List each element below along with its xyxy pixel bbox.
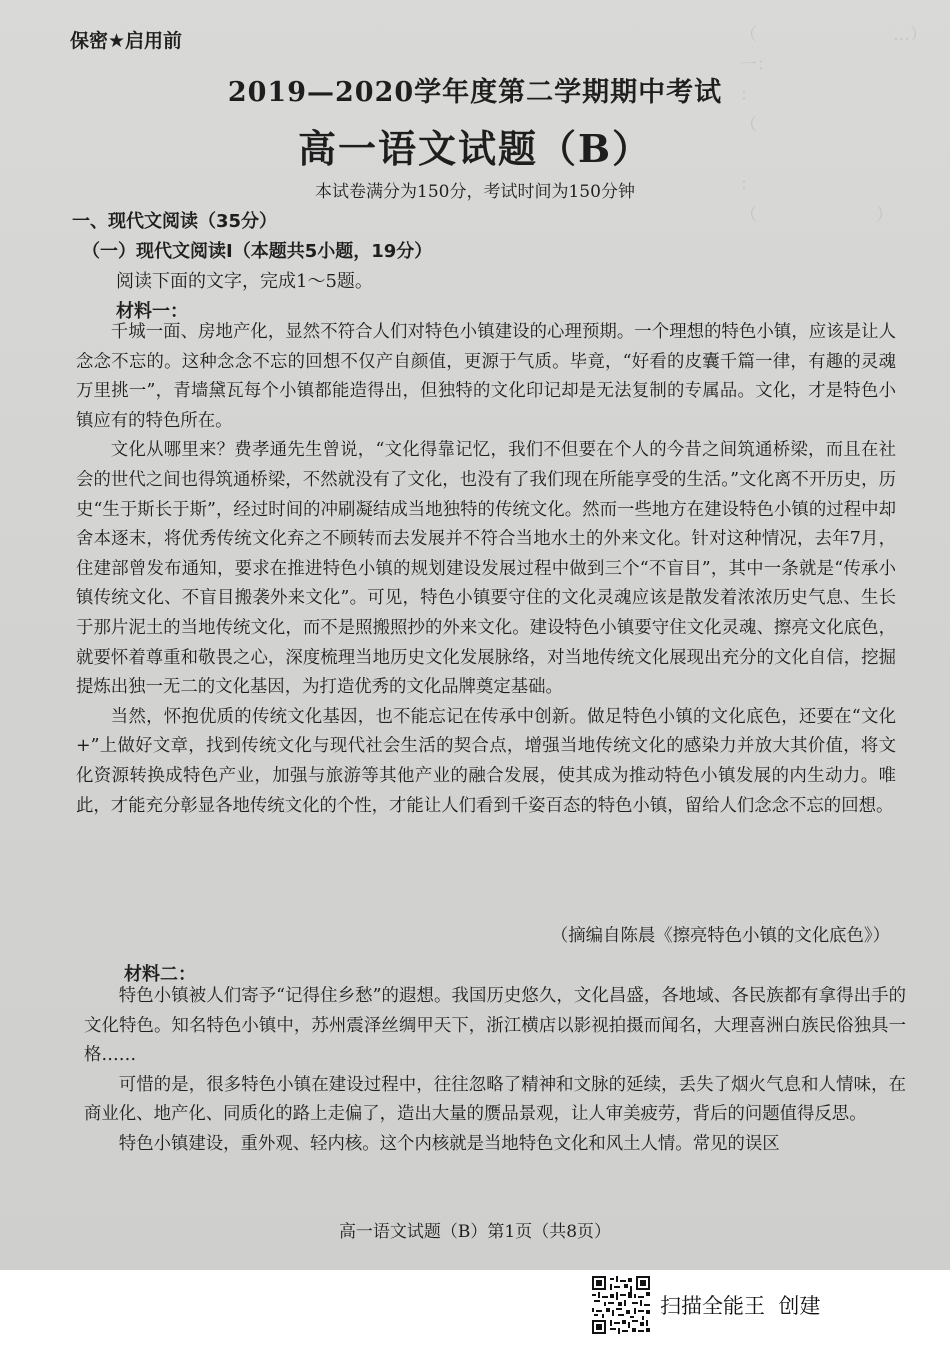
subsection-title: （一）现代文阅读Ⅰ（本题共5小题，19分） <box>82 241 433 262</box>
paper-title: 高一语文试题（B） <box>297 126 653 171</box>
paragraph: 特色小镇被人们寄予“记得住乡愁”的遐想。我国历史悠久，文化昌盛，各地域、各民族都有拿得出手的文化特色。知名特色小镇中，苏州震泽丝绸甲天下，浙江横店以影视拍摄而闻名，大理喜洲白族民俗独具一格…… <box>84 986 906 1066</box>
scanner-watermark <box>592 1275 820 1335</box>
material-one-source: （摘编自陈晨《擦亮特色小镇的文化底色》） <box>550 926 890 946</box>
material-two-heading: 材料二： <box>124 964 196 985</box>
paragraph: 可惜的是，很多特色小镇在建设过程中，往往忽略了精神和文脉的延续，丢失了烟火气息和人情味，在商业化、地产化、同质化的路上走偏了，造出大量的赝品景观，让人审美疲劳，背后的问题值得反思。 <box>84 1074 906 1125</box>
qr-code-icon <box>592 1276 650 1334</box>
confidential-mark: 保密★启用前 <box>70 30 183 52</box>
page-footer: 高一语文试题（B）第1页（共8页） <box>338 1222 612 1242</box>
material-one-heading: 材料一： <box>116 301 188 322</box>
material-one-text <box>76 318 896 821</box>
bleed-through-text: （ …） 一： ： （ ： （ ） <box>740 25 927 225</box>
reading-instruction: 阅读下面的文字，完成1～5题。 <box>116 271 373 292</box>
scanner-label: 扫描全能王 创建 <box>660 1294 821 1318</box>
paragraph: 千城一面、房地产化，显然不符合人们对特色小镇建设的心理预期。一个理想的特色小镇，应该是让人念念不忘的。这种念念不忘的回想不仅产自颜值，更源于气质。毕竟，“好看的皮囊千篇一律，有趣的灵魂万里挑一”，青墙黛瓦每个小镇都能造得出，但独特的文化印记却是无法复制的专属品。文化，才是特色小镇应有的特色所在。 <box>76 322 896 431</box>
paragraph: 特色小镇建设，重外观、轻内核。这个内核就是当地特色文化和风土人情。常见的误区 <box>118 1133 780 1154</box>
exam-note: 本试卷满分为150分，考试时间为150分钟 <box>315 182 635 202</box>
paragraph: 文化从哪里来？费孝通先生曾说，“文化得靠记忆，我们不但要在个人的今昔之间筑通桥梁，而且在社会的世代之间也得筑通桥梁，不然就没有了文化，也没有了我们现在所能享受的生活。”文化离不开历史，历史“生于斯长于斯”，经过时间的冲刷凝结成当地独特的传统文化。然而一些地方在建设特色小镇的过程中却舍本逐末，将优秀传统文化弃之不顾转而去发展并不符合当地水土的外来文化。针对这种情况，去年7月，住建部曾发布通知，要求在推进特色小镇的规划建设发展过程中做到三个“不盲目”，其中一条就是“传承小镇传统文化、不盲目搬袭外来文化”。可见，特色小镇要守住的文化灵魂应该是散发着浓浓历史气息、生长于那片泥土的当地传统文化，而不是照搬照抄的外来文化。建设特色小镇要守住文化灵魂、擦亮文化底色，就要怀着尊重和敬畏之心，深度梳理当地历史文化发展脉络，对当地传统文化展现出充分的文化自信，挖掘提炼出独一无二的文化基因，为打造优秀的文化品牌奠定基础。 <box>76 440 896 698</box>
material-two-text <box>84 982 906 1160</box>
paragraph: 当然，怀抱优质的传统文化基因，也不能忘记在传承中创新。做足特色小镇的文化底色，还要在“文化+”上做好文章，找到传统文化与现代社会生活的契合点，增强当地传统文化的感染力并放大其价值，将文化资源转换成特色产业，加强与旅游等其他产业的融合发展，使其成为推动特色小镇发展的内生动力。唯此，才能充分彰显各地传统文化的个性，才能让人们看到千姿百态的特色小镇，留给人们念念不忘的回想。 <box>76 706 896 816</box>
section-title: 一、现代文阅读（35分） <box>72 211 278 232</box>
exam-title: 2019—2020学年度第二学期期中考试 <box>227 77 723 108</box>
